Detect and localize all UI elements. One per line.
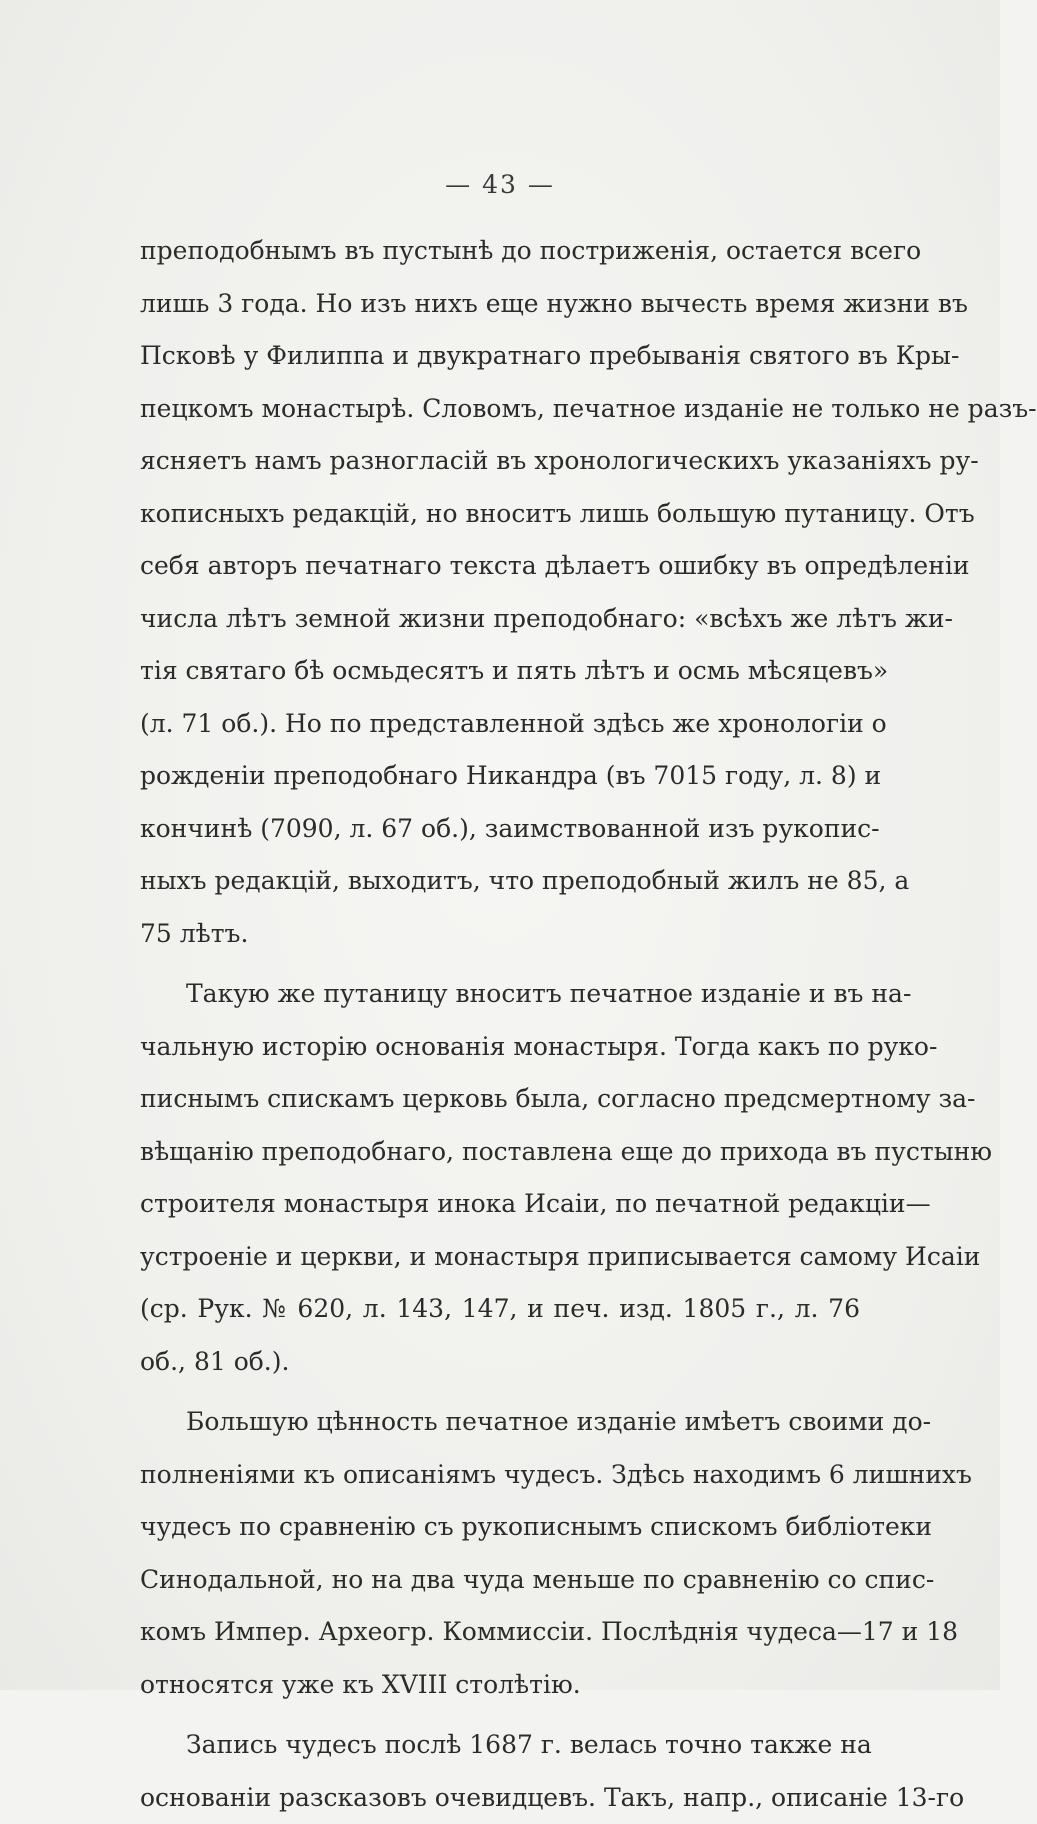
body-text [140,225,860,1824]
text-line: лишь 3 года. Но изъ нихъ еще нужно вычесть время жизни въ [140,278,860,331]
text-line: пецкомъ монастырѣ. Словомъ, печатное изданіе не только не разъ- [140,383,860,436]
page-number: — 43 — [0,170,1000,199]
text-line: Большую цѣнность печатное изданіе имѣетъ своими до- [140,1396,860,1449]
text-line: об., 81 об.). [140,1336,860,1389]
text-line: устроеніе и церкви, и монастыря приписывается самому Исаіи [140,1231,860,1284]
text-line: преподобнымъ въ пустынѣ до постриженія, остается всего [140,225,860,278]
text-line: рожденіи преподобнаго Никандра (въ 7015 году, л. 8) и [140,750,860,803]
text-line: числа лѣтъ земной жизни преподобнаго: «всѣхъ же лѣтъ жи- [140,593,860,646]
text-line: 75 лѣтъ. [140,908,860,961]
text-line: строителя монастыря инока Исаіи, по печатной редакціи— [140,1178,860,1231]
text-line: полненіями къ описаніямъ чудесъ. Здѣсь находимъ 6 лишнихъ [140,1449,860,1502]
text-line: основаніи разсказовъ очевидцевъ. Такъ, напр., описаніе 13-го [140,1772,860,1824]
text-line: Такую же путаницу вноситъ печатное изданіе и въ на- [140,968,860,1021]
text-line: Псковѣ у Филиппа и двукратнаго пребыванія святого въ Кры- [140,330,860,383]
text-line: Запись чудесъ послѣ 1687 г. велась точно также на [140,1719,860,1772]
text-line: комъ Импер. Археогр. Коммиссіи. Послѣднія чудеса—17 и 18 [140,1606,860,1659]
text-line: вѣщанію преподобнаго, поставлена еще до прихода въ пустыню [140,1126,860,1179]
text-line: тія святаго бѣ осмьдесятъ и пять лѣтъ и осмь мѣсяцевъ» [140,645,860,698]
text-line: Синодальной, но на два чуда меньше по сравненію со спис- [140,1554,860,1607]
text-line: ныхъ редакцій, выходитъ, что преподобный жилъ не 85, а [140,855,860,908]
text-line: писнымъ спискамъ церковь была, согласно предсмертному за- [140,1073,860,1126]
text-line: кончинѣ (7090, л. 67 об.), заимствованной изъ рукопис- [140,803,860,856]
text-line: чальную исторію основанія монастыря. Тогда какъ по руко- [140,1021,860,1074]
text-line: (л. 71 об.). Но по представленной здѣсь же хронологіи о [140,698,860,751]
text-line: себя авторъ печатнаго текста дѣлаетъ ошибку въ опредѣленіи [140,540,860,593]
text-line: чудесъ по сравненію съ рукописнымъ спискомъ библіотеки [140,1501,860,1554]
text-line: (ср. Рук. № 620, л. 143, 147, и печ. изд. 1805 г., л. 76 [140,1283,860,1336]
text-line: кописныхъ редакцій, но вноситъ лишь большую путаницу. Отъ [140,488,860,541]
text-line: относятся уже къ XVIII столѣтію. [140,1659,860,1712]
text-line: ясняетъ намъ разногласій въ хронологическихъ указаніяхъ ру- [140,435,860,488]
